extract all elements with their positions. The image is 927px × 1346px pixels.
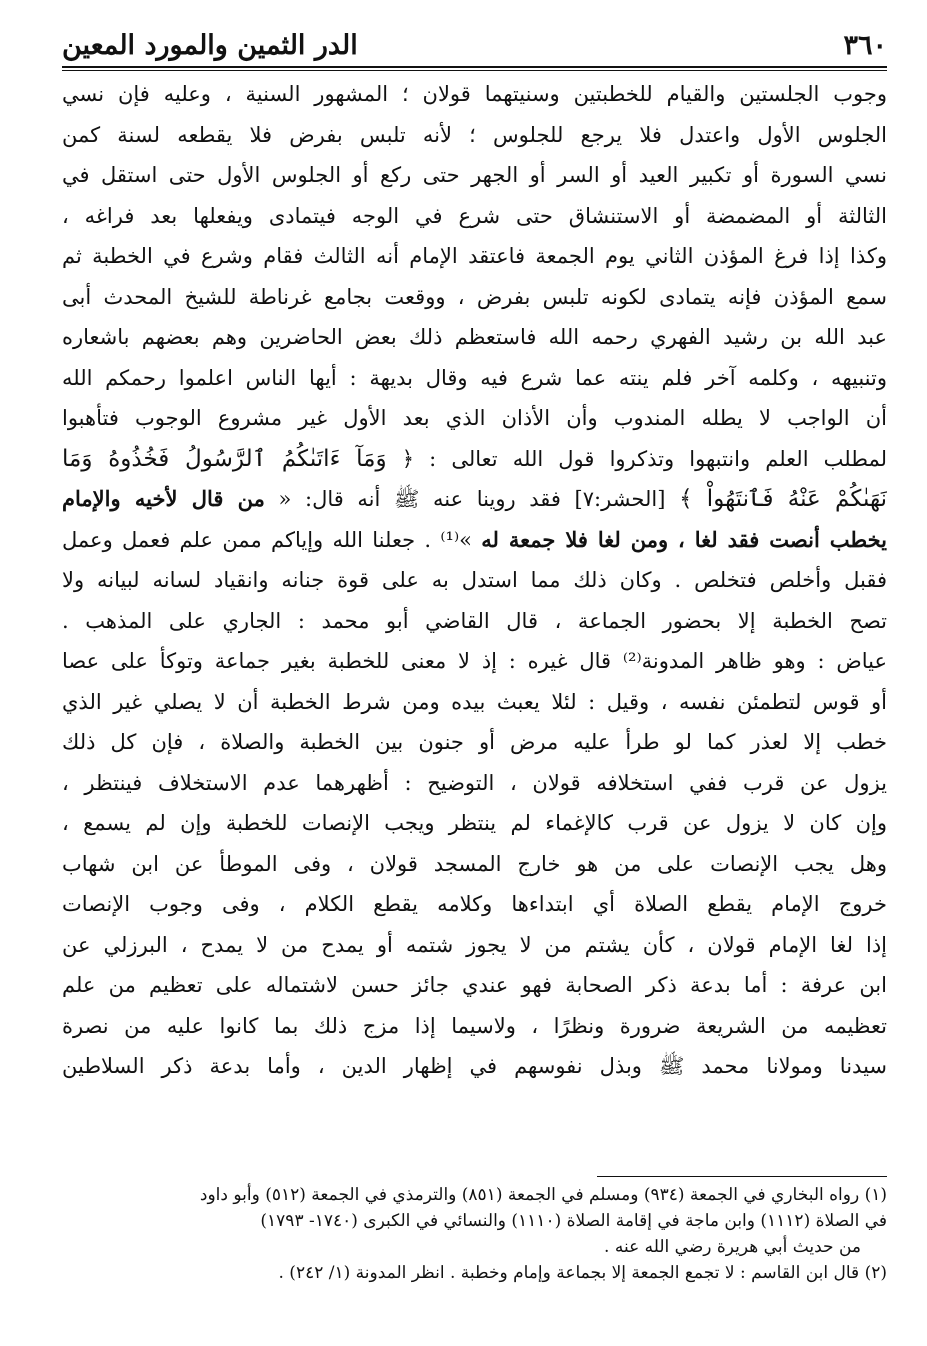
text-line: خطب إلا لعذر كما لو طرأ عليه مرض أو جنون بين الخطبة والصلاة ، فإن كل ذلك bbox=[62, 730, 887, 754]
text-line: الجلوس الأول واعتدل فلا يرجع للجلوس ؛ لأنه تلبس بفرض فلا يقطعه لسنة كمن bbox=[62, 122, 887, 147]
text-line: تعظيمه من الشريعة ضرورة ونظرًا ، ولاسيما إذا مزج ذلك بما كانوا عليه من نصرة bbox=[62, 1013, 887, 1038]
hadith-text: يخطب أنصت فقد لغا ، ومن لغا فلا جمعة له bbox=[481, 526, 887, 552]
footnote-separator bbox=[597, 1176, 887, 1177]
hadith-text: من قال لأخيه والإمام bbox=[62, 486, 265, 511]
footnotes bbox=[62, 1182, 887, 1286]
footnote-line: في الصلاة (١١١٢) وابن ماجة في إقامة الصلاة (١١١٠) والنسائي في الكبرى (١٧٤٠- ١٧٩٣) bbox=[260, 1211, 887, 1231]
footnote-line: (١) رواه البخاري في الجمعة (٩٣٤) ومسلم في الجمعة (٨٥١) والترمذي في الجمعة (٥١٢) وأبو داود bbox=[199, 1185, 887, 1205]
text-line: نسي السورة أو تكبير العيد أو السر أو الجهر حتى ركع أو الجلوس الأول حتى استقل في bbox=[62, 163, 887, 187]
line-text: . جعلنا الله وإياكم ممن علم فعمل وعمل bbox=[62, 527, 432, 552]
text-line: يزول عن قرب ففي استخلافه قولان ، التوضيح : أظهرهما عدم الاستخلاف فينتظر ، bbox=[62, 770, 887, 795]
text-line: إذا لغا الإمام قولان ، كأن يشتم من لا يجوز شتمه أو يمدح من لا يمدح ، البرزلي عن bbox=[62, 932, 887, 957]
text-line: وجوب الجلستين والقيام للخطبتين وسنيتهما قولان ؛ المشهور السنية ، وعليه فإن نسي bbox=[62, 82, 887, 106]
text-line: أو قوس لتطمئن نفسه ، وقيل : لئلا يعبث بيده ومن شرط الخطبة أن لا يصلي غير الذي bbox=[62, 689, 887, 714]
text-line: عياض : وهو ظاهر المدونة⁽²⁾ قال غيره : إذ لا معنى للخطبة بغير جماعة وتوكأ على عصا bbox=[62, 649, 887, 673]
text-line: وكذا إذا فرغ المؤذن الثاني يوم الجمعة فاعتقد الإمام أنه الثالث فقام وشرع في الخطبة ثم bbox=[62, 244, 887, 268]
text-line: سمع المؤذن فإنه يتمادى لكونه تلبس بفرض ، ووقعت بجامع غرناطة للشيخ المحدث أبى bbox=[62, 284, 887, 309]
quran-verse: نَهَىٰكُمْ عَنْهُ فَٱنتَهُواْ ﴾ bbox=[679, 486, 887, 512]
footnote-marker: »⁽¹⁾ bbox=[440, 527, 472, 552]
text-line: وإن كان لا يزول عن قرب كالإغماء لم ينتظر ويجب الإنصات للخطبة وإن لم يسمع ، bbox=[62, 811, 887, 835]
line-text: [الحشر:٧] فقد روينا عنه ﷺ أنه قال: « bbox=[278, 487, 666, 511]
text-line: الثالثة أو المضمضة أو الاستنشاق حتى شرع في الوجه فيتمادى ويفعلها بعد فراغه ، bbox=[62, 203, 887, 228]
header-rule bbox=[62, 66, 887, 71]
footnote-line: من حديث أبي هريرة رضي الله عنه . bbox=[604, 1237, 861, 1257]
text-line: تصح الخطبة إلا بحضور الجماعة ، قال القاضي أبو محمد : الجاري على المذهب . bbox=[62, 608, 887, 633]
text-line: فقبل وأخلص فتخلص . وكان ذلك مما استدل به على قوة جنانه وانقياد لسانه لبيانه ولا bbox=[62, 568, 887, 592]
text-line: وهل يجب الإنصات على من هو خارج المسجد قولان ، وفى الموطأ عن ابن شهاب bbox=[62, 851, 887, 876]
text-line: خروج الإمام يقطع الصلاة أي ابتداءها وكلامه يقطع الكلام ، وفى وجوب الإنصات bbox=[62, 892, 887, 916]
text-line: ابن عرفة : أما بدعة ذكر الصحابة فهو عندي جائز حسن لاشتماله على تعظيم من علم bbox=[62, 973, 887, 997]
running-title: الدر الثمين والمورد المعين bbox=[62, 30, 358, 61]
text-line: عبد الله بن رشيد الفهري رحمه الله فاستعظم ذلك بعض الحاضرين وهم بعضهم باشعاره bbox=[62, 325, 887, 349]
page-number: ٣٦٠ bbox=[843, 30, 887, 61]
footnote-line: (٢) قال ابن القاسم : لا تجمع الجمعة إلا بجماعة وإمام وخطبة . انظر المدونة (١/ ٢٤٢) . bbox=[278, 1263, 887, 1283]
quran-verse: وَمَآ ءَاتَىٰكُمُ ٱلرَّسُولُ فَخُذُوهُ وَمَا bbox=[62, 445, 387, 472]
text-line-quran-end bbox=[62, 479, 887, 520]
line-text: لمطلب العلم وانتبهوا وتذكروا قول الله تعالى : ﴿ bbox=[401, 446, 887, 471]
text-line: سيدنا ومولانا محمد ﷺ وبذل نفوسهم في إظهار الدين ، وأما بدعة ذكر السلاطين bbox=[62, 1054, 887, 1078]
main-text bbox=[62, 74, 887, 1087]
text-line: أن الواجب لا يطله المندوب وأن الأذان الذي بعد الأول غير مشروع الوجوب فتأهبوا bbox=[62, 406, 887, 430]
text-line: وتنبيهه ، وكلمه آخر فلم ينته عما شرع فيه وقال بديهة : أيها الناس اعلموا رحمكم الله bbox=[62, 365, 887, 390]
text-line-quran-start bbox=[62, 439, 887, 480]
text-line-hadith-end bbox=[62, 520, 887, 561]
page-header bbox=[62, 26, 887, 70]
